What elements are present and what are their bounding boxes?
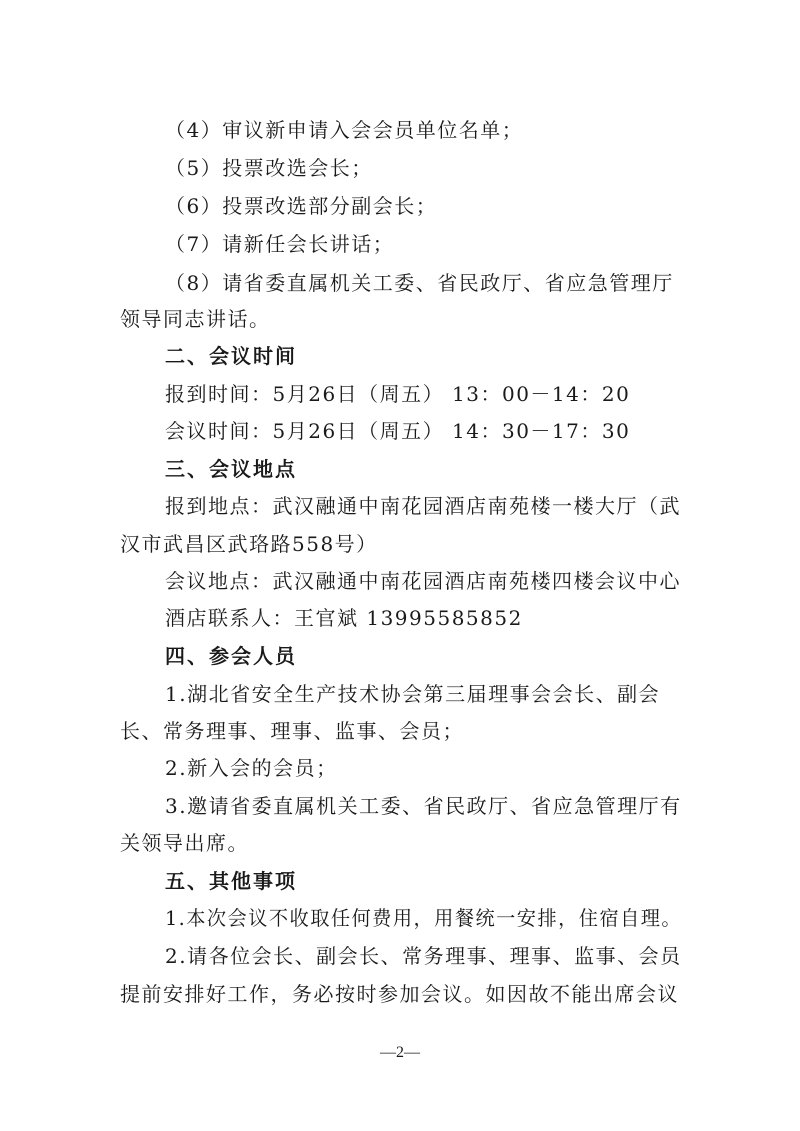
agenda-item-8-continuation: 领导同志讲话。 [120,307,271,331]
agenda-item-5: （5）投票改选会长； [165,156,373,180]
section-heading-other: 五、其他事项 [165,869,297,893]
agenda-item-8: （8）请省委直属机关工委、省民政厅、省应急管理厅 [165,271,674,295]
agenda-item-4: （4）审议新申请入会会员单位名单； [165,118,524,142]
other-item-2: 2.请各位会长、副会长、常务理事、理事、监事、会员 [165,944,682,968]
other-item-1: 1.本次会议不收取任何费用，用餐统一安排，住宿自理。 [165,906,683,930]
agenda-item-6: （6）投票改选部分副会长； [165,194,438,218]
attendee-item-2: 2.新入会的会员； [165,756,338,780]
attendee-item-3-continuation: 关领导出席。 [120,831,249,855]
attendee-item-1-continuation: 长、常务理事、理事、监事、会员； [120,719,464,743]
hotel-contact: 酒店联系人：王官斌 13995585852 [165,606,523,630]
other-item-2-continuation: 提前安排好工作，务必按时参加会议。如因故不能出席会议 [120,982,679,1006]
meeting-location: 会议地点：武汉融通中南花园酒店南苑楼四楼会议中心 [165,569,681,593]
page-number: —2— [380,1044,420,1061]
meeting-time: 会议时间：5月26日（周五） 14：30－17：30 [165,419,631,443]
attendee-item-1: 1.湖北省安全生产技术协会第三届理事会会长、副会 [165,682,661,706]
checkin-location-continuation: 汉市武昌区武珞路558号） [120,532,378,556]
checkin-location: 报到地点：武汉融通中南花园酒店南苑楼一楼大厅（武 [165,494,681,518]
attendee-item-3: 3.邀请省委直属机关工委、省民政厅、省应急管理厅有 [165,794,682,818]
checkin-time: 报到时间：5月26日（周五） 13：00－14：20 [165,382,631,406]
section-heading-time: 二、会议时间 [165,344,297,368]
section-heading-attendees: 四、参会人员 [165,644,297,668]
agenda-item-7: （7）请新任会长讲话； [165,232,395,256]
section-heading-location: 三、会议地点 [165,457,297,481]
